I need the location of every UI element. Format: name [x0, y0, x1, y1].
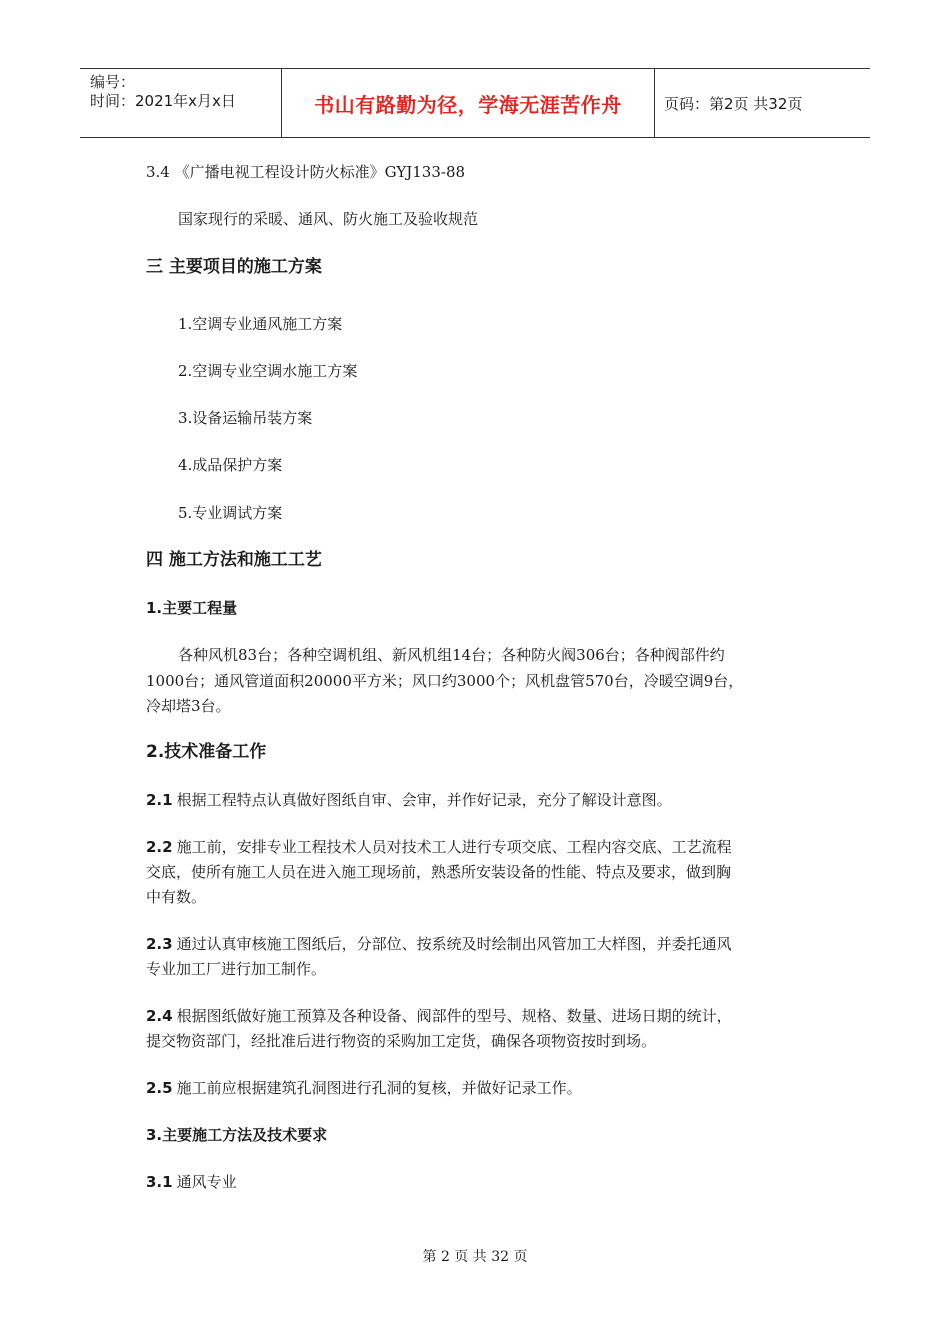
document-number-label: 编号： [90, 73, 136, 91]
section-3-item-1: 1.空调专业通风施工方案 [178, 315, 343, 333]
item-2-4-line-2: 提交物资部门，经批准后进行物资的采购加工定货，确保各项物资按时到场。 [146, 1032, 657, 1050]
section-3-item-3: 3.设备运输吊装方案 [178, 409, 313, 427]
header-page-code: 页码：第2页 共32页 [664, 94, 803, 113]
item-2-5-text: 施工前应根据建筑孔洞图进行孔洞的复核，并做好记录工作。 [176, 1079, 582, 1097]
standard-3-4-line: 3.4 《广播电视工程设计防火标准》GYJ133-88 [146, 163, 466, 181]
item-2-3 [146, 931, 732, 957]
item-2-4-number: 2.4 [146, 1007, 173, 1025]
item-2-1-text: 根据工程特点认真做好图纸自审、会审，并作好记录，充分了解设计意图。 [176, 791, 672, 809]
item-3-1 [146, 1169, 237, 1195]
header-left-cell [80, 69, 280, 137]
item-3-1-text: 通风专业 [176, 1173, 237, 1191]
header-motto-cell [281, 69, 655, 137]
item-2-1-number: 2.1 [146, 791, 173, 809]
page-header [80, 68, 870, 138]
quantities-line-3: 冷却塔3台。 [146, 697, 231, 715]
header-page-cell [654, 69, 870, 137]
item-2-2-line-3: 中有数。 [146, 888, 207, 906]
subsection-1-heading: 1.主要工程量 [146, 599, 238, 617]
item-2-2-number: 2.2 [146, 838, 173, 856]
section-3-item-5: 5.专业调试方案 [178, 504, 283, 522]
item-2-4 [146, 1003, 732, 1029]
header-motto: 书山有路勤为径，学海无涯苦作舟 [314, 92, 622, 117]
subsection-2-heading: 2.技术准备工作 [146, 742, 267, 762]
item-2-2-text-1: 施工前，安排专业工程技术人员对技术工人进行专项交底、工程内容交底、工艺流程 [176, 838, 732, 856]
item-3-1-number: 3.1 [146, 1173, 173, 1191]
section-3-item-2: 2.空调专业空调水施工方案 [178, 362, 358, 380]
section-3-item-4: 4.成品保护方案 [178, 456, 283, 474]
item-2-2-line-2: 交底，使所有施工人员在进入施工现场前，熟悉所安装设备的性能、特点及要求，做到胸 [146, 863, 732, 881]
item-2-3-number: 2.3 [146, 935, 173, 953]
item-2-5-number: 2.5 [146, 1079, 173, 1097]
item-2-5 [146, 1075, 582, 1101]
item-2-3-line-2: 专业加工厂进行加工制作。 [146, 960, 327, 978]
item-2-1 [146, 787, 672, 813]
section-4-heading: 四 施工方法和施工工艺 [146, 550, 322, 570]
item-2-4-text-1: 根据图纸做好施工预算及各种设备、阀部件的型号、规格、数量、进场日期的统计， [176, 1007, 732, 1025]
document-time-label: 时间：2021年x月x日 [90, 92, 236, 110]
item-2-2 [146, 834, 732, 860]
quantities-line-1: 各种风机83台；各种空调机组、新风机组14台；各种防火阀306台；各种阀部件约 [178, 646, 725, 664]
page-footer: 第 2 页 共 32 页 [422, 1249, 528, 1265]
item-2-3-text-1: 通过认真审核施工图纸后，分部位、按系统及时绘制出风管加工大样图，并委托通风 [176, 935, 732, 953]
subsection-3-heading: 3.主要施工方法及技术要求 [146, 1126, 328, 1144]
quantities-line-2: 1000台；通风管道面积20000平方米；风口约3000个；风机盘管570台，冷暖空调9台， [146, 672, 744, 690]
section-3-heading: 三 主要项目的施工方案 [146, 257, 322, 277]
national-spec-line: 国家现行的采暖、通风、防火施工及验收规范 [178, 210, 479, 228]
